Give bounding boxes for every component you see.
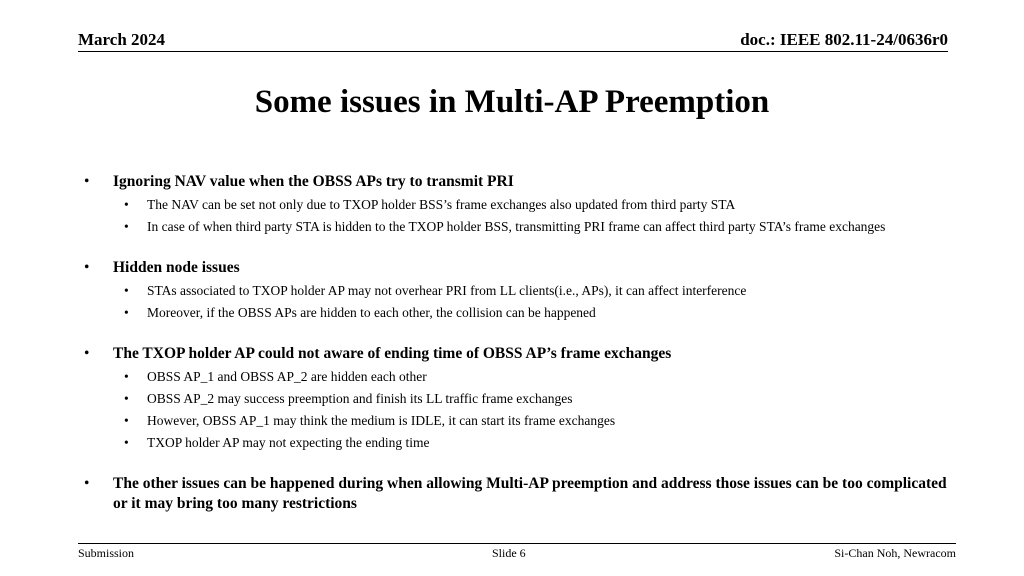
bullet-level2	[84, 304, 954, 322]
bullet-level2	[84, 368, 954, 386]
bullet-level1	[84, 474, 954, 514]
footer-author: Si-Chan Noh, Newracom	[834, 546, 956, 560]
slide-content	[84, 172, 954, 536]
section-heading: Ignoring NAV value when the OBSS APs try to transmit PRI	[113, 173, 514, 190]
bullet-text: However, OBSS AP_1 may think the medium is IDLE, it can start its frame exchanges	[147, 413, 616, 428]
bullet-level2	[84, 434, 954, 452]
bullet-dot: •	[124, 197, 129, 212]
bullet-text: OBSS AP_2 may success preemption and finish its LL traffic frame exchanges	[147, 391, 573, 406]
header-date: March 2024	[78, 30, 166, 49]
bullet-level1	[84, 344, 954, 364]
bullet-dot: •	[84, 259, 90, 276]
section-heading: The TXOP holder AP could not aware of ending time of OBSS AP’s frame exchanges	[113, 345, 672, 362]
footer-slide-number: Slide 6	[492, 546, 526, 560]
section-heading: The other issues can be happened during when allowing Multi-AP preemption and address those issues can be too complicated or it may bring too many restrictions	[113, 475, 947, 512]
bullet-dot: •	[124, 305, 129, 320]
footer-submission: Submission	[78, 546, 135, 560]
bullet-dot: •	[124, 413, 129, 428]
bullet-dot: •	[84, 173, 90, 190]
bullet-level1	[84, 258, 954, 278]
bullet-dot: •	[84, 345, 90, 362]
bullet-dot: •	[124, 219, 129, 234]
bullet-text: TXOP holder AP may not expecting the ending time	[147, 435, 430, 450]
bullet-text: The NAV can be set not only due to TXOP holder BSS’s frame exchanges also updated from third party STA	[147, 197, 736, 212]
bullet-level2	[84, 196, 954, 214]
section-hidden-node	[84, 258, 954, 322]
bullet-level2	[84, 282, 954, 300]
header-divider	[78, 51, 948, 52]
bullet-dot: •	[124, 391, 129, 406]
section-other-issues	[84, 474, 954, 514]
footer-divider	[78, 543, 956, 544]
bullet-level1	[84, 172, 954, 192]
bullet-text: Moreover, if the OBSS APs are hidden to each other, the collision can be happened	[147, 305, 596, 320]
slide-title: Some issues in Multi-AP Preemption	[254, 84, 770, 120]
bullet-level2	[84, 390, 954, 408]
bullet-text: STAs associated to TXOP holder AP may not overhear PRI from LL clients(i.e., APs), it can affect interference	[147, 283, 747, 298]
header-doc-id: doc.: IEEE 802.11-24/0636r0	[740, 30, 948, 49]
bullet-text: In case of when third party STA is hidden to the TXOP holder BSS, transmitting PRI frame can affect third party STA’s frame exchanges	[147, 219, 886, 234]
section-nav-issue	[84, 172, 954, 236]
section-ending-time	[84, 344, 954, 452]
bullet-level2	[84, 412, 954, 430]
bullet-dot: •	[124, 369, 129, 384]
bullet-dot: •	[84, 475, 90, 492]
bullet-level2	[84, 218, 954, 236]
section-heading: Hidden node issues	[113, 259, 240, 276]
bullet-text: OBSS AP_1 and OBSS AP_2 are hidden each other	[147, 369, 427, 384]
bullet-dot: •	[124, 283, 129, 298]
bullet-dot: •	[124, 435, 129, 450]
